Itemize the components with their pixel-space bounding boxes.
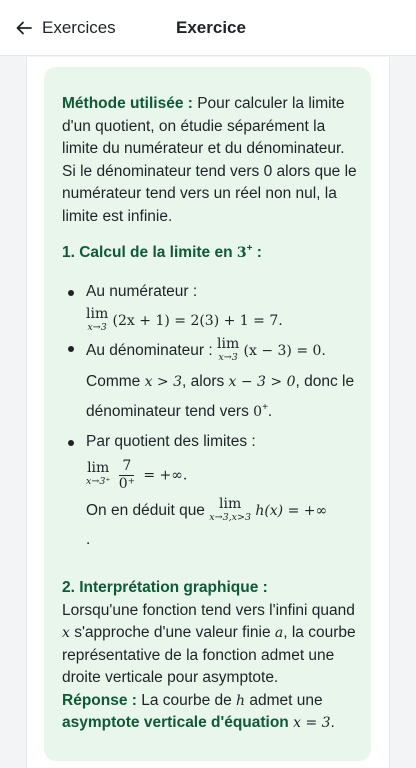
arrow-left-icon [14,18,34,38]
top-app-bar [0,0,416,56]
page-title: Exercice [176,18,246,37]
method-label: Méthode utilisée : [62,95,193,112]
solution-content [62,93,358,735]
limit-steps-list [62,281,358,552]
method-paragraph [62,93,358,228]
method-text: Pour calculer la limite d'un quotient, on étudie séparément la limite du numérateur et du dénominateur. Si le dénominateur tend vers 0 alors que le numérateur tend vers un réel non nul, la limite est infinie. [62,95,357,225]
numerator-limit: lim x→3 (2x + 1) = 2(3) + 1 = 7. [86,306,283,334]
denominator-sign: Comme x > 3, alors x − 3 > 0, donc le dénominateur tend vers 0+. [86,373,355,421]
section-2-title: 2. Interprétation graphique : [62,579,268,597]
quotient-limit: lim x→3⁺ $\frac{7}{0^+}$ = +∞. [86,457,188,492]
section-1-title: 1. Calcul de la limite en 3+ : [62,243,262,262]
conclusion-line: On en déduit que lim x→3,x>3 h(x) = +∞ [86,495,328,523]
list-item-quotient: Par quotient des limites : [62,431,358,454]
list-item-numerator: Au numérateur : [62,281,358,304]
answer-paragraph: Réponse : La courbe de h admet une asymptote verticale d'équation x = 3. [62,691,335,732]
list-item-denominator: Au dénominateur : lim x→3 (x − 3) = 0. [62,337,358,365]
conclusion-dot: . [86,530,91,548]
back-button[interactable] [14,14,116,42]
interpretation-paragraph: Lorsqu'une fonction tend vers l'infini quand x s'approche d'une valeur finie a, la courbe représentative de la fonction admet une droite verticale pour asymptote. [62,601,356,687]
back-label: Exercices [42,18,116,37]
